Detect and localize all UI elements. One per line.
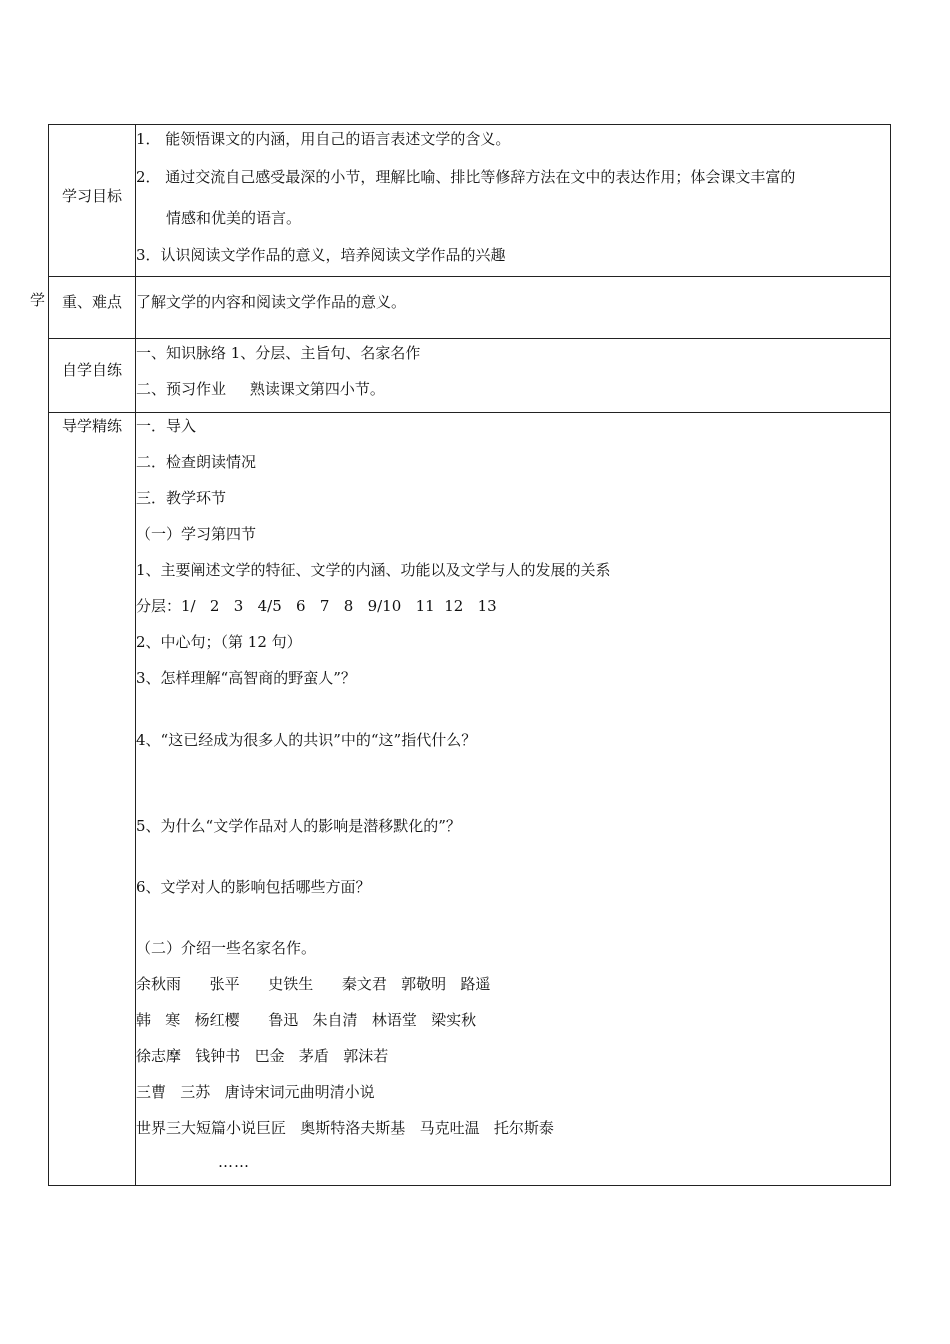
author-list: 三曹 三苏 唐诗宋词元曲明清小说 — [136, 1083, 375, 1101]
label-learning-goals — [49, 125, 136, 277]
row-self-study — [49, 339, 891, 413]
guided-item: 4、“这已经成为很多人的共识”中的“这”指代什么？ — [136, 731, 477, 749]
label-key-points — [49, 277, 136, 339]
author-list: 余秋雨 张平 史铁生 秦文君 郭敬明 路遥 — [136, 975, 491, 993]
label-text: 重、难点 — [61, 293, 122, 311]
content-key-points — [136, 277, 891, 339]
guided-item: 2、中心句；（第 12 句） — [136, 633, 302, 651]
label-guided-practice — [49, 413, 136, 1186]
goal-item: 3．认识阅读文学作品的意义，培养阅读文学作品的兴趣 — [136, 246, 506, 264]
label-text: 自学自练 — [61, 361, 122, 379]
lesson-plan-table — [48, 124, 891, 1186]
row-learning-goals — [49, 125, 891, 277]
guided-item: 三．教学环节 — [136, 489, 227, 507]
guided-item: （二）介绍一些名家名作。 — [136, 939, 317, 957]
guided-item: 6、文学对人的影响包括哪些方面？ — [136, 878, 371, 896]
guided-item: 一．导入 — [136, 417, 197, 435]
author-list: 韩 寒 杨红樱 鲁迅 朱自清 林语堂 梁实秋 — [136, 1011, 477, 1029]
author-list: 世界三大短篇小说巨匠 奥斯特洛夫斯基 马克吐温 托尔斯泰 — [136, 1119, 554, 1137]
guided-item: 5、为什么“文学作品对人的影响是潜移默化的”？ — [136, 817, 461, 835]
guided-item: 二．检查朗读情况 — [136, 453, 257, 471]
self-study-item: 一、知识脉络 1、分层、主旨句、名家名作 — [136, 344, 421, 362]
guided-item: 1、主要阐述文学的特征、文学的内涵、功能以及文学与人的发展的关系 — [136, 561, 611, 579]
row-key-points — [49, 277, 891, 339]
goal-item: 1． 能领悟课文的内涵，用自己的语言表述文学的含义。 — [136, 130, 511, 148]
guided-item: （一）学习第四节 — [136, 525, 257, 543]
guided-item: 3、怎样理解“高智商的野蛮人”？ — [136, 669, 356, 687]
ellipsis: …… — [218, 1153, 250, 1171]
goal-item: 2． 通过交流自己感受最深的小节，理解比喻、排比等修辞方法在文中的表达作用；体会课文丰富的 — [136, 168, 796, 186]
author-list: 徐志摩 钱钟书 巴金 茅盾 郭沫若 — [136, 1047, 389, 1065]
content-learning-goals — [136, 125, 891, 277]
label-self-study — [49, 339, 136, 413]
row-guided-practice — [49, 413, 891, 1186]
stray-character: 学 — [30, 291, 46, 309]
content-guided-practice — [136, 413, 891, 1186]
goal-item: 情感和优美的语言。 — [166, 209, 302, 227]
label-text: 学习目标 — [61, 187, 122, 205]
key-points-text: 了解文学的内容和阅读文学作品的意义。 — [136, 293, 407, 311]
guided-item: 分层：1/ 2 3 4/5 6 7 8 9/10 11 12 13 — [136, 597, 497, 615]
self-study-item: 二、预习作业 熟读课文第四小节。 — [136, 380, 385, 398]
label-text: 导学精练 — [61, 417, 122, 435]
content-self-study — [136, 339, 891, 413]
